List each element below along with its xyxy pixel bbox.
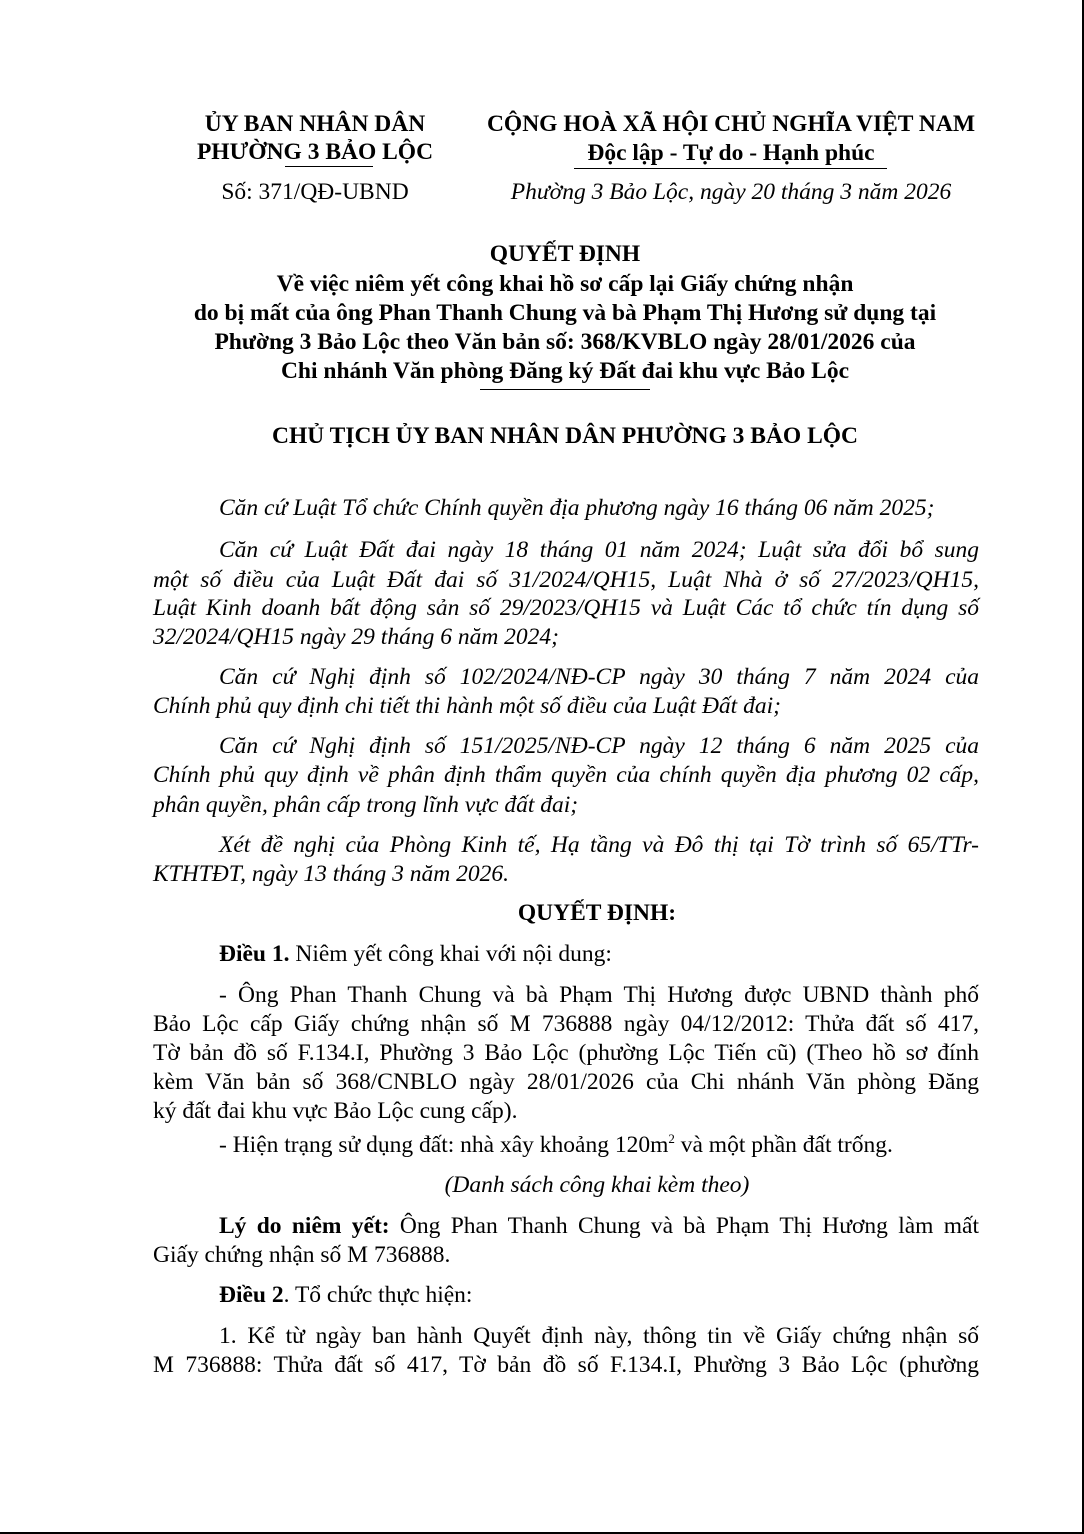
title-underline	[480, 389, 650, 390]
agency-name-line1: ỦY BAN NHÂN DÂN	[204, 111, 426, 137]
agency-underline	[285, 166, 373, 167]
land-status-text: - Hiện trạng sử dụng đất: nhà xây khoảng 120m	[219, 1132, 669, 1158]
attached-list-note: (Danh sách công khai kèm theo)	[444, 1172, 750, 1198]
legal-basis-4-line2: Chính phủ quy định về phân định thẩm quyền của chính quyền địa phương 02 cấp,	[153, 762, 979, 788]
legal-basis-2-line4: 32/2024/QH15 ngày 29 tháng 6 năm 2024;	[153, 624, 560, 650]
document-number: Số: 371/QĐ-UBND	[221, 179, 409, 205]
national-motto: Độc lập - Tự do - Hạnh phúc	[587, 140, 875, 166]
title-line-1: Về việc niêm yết công khai hồ sơ cấp lại Giấy chứng nhận	[276, 271, 854, 297]
legal-basis-2-line1: Căn cứ Luật Đất đai ngày 18 tháng 01 năm 2024; Luật sửa đổi bổ sung	[219, 537, 979, 563]
article-1-intro: Niêm yết công khai với nội dung:	[289, 941, 612, 967]
legal-basis-5-line1: Xét đề nghị của Phòng Kinh tế, Hạ tầng và Đô thị tại Tờ trình số 65/TTr-	[219, 832, 979, 858]
article-2-heading	[219, 1281, 472, 1310]
issuing-authority: CHỦ TỊCH ỦY BAN NHÂN DÂN PHƯỜNG 3 BẢO LỘC	[272, 423, 858, 449]
title-line-4: Chi nhánh Văn phòng Đăng ký Đất đai khu vực Bảo Lộc	[280, 358, 850, 384]
reason-line1	[219, 1212, 979, 1241]
legal-basis-3-line2: Chính phủ quy định chi tiết thi hành một số điều của Luật Đất đai;	[153, 693, 781, 719]
legal-basis-4-line3: phân quyền, phân cấp trong lĩnh vực đất đai;	[153, 792, 579, 818]
article-1-item1-line3: Tờ bản đồ số F.134.I, Phường 3 Bảo Lộc (phường Lộc Tiến cũ) (Theo hồ sơ đính	[153, 1040, 979, 1066]
reason-line2: Giấy chứng nhận số M 736888.	[153, 1242, 451, 1268]
article-2-label: Điều 2	[219, 1282, 284, 1308]
legal-basis-2-line3: Luật Kinh doanh bất động sản số 29/2023/QH15 và Luật Các tổ chức tín dụng số	[153, 595, 979, 621]
article-2-intro: . Tổ chức thực hiện:	[283, 1282, 473, 1308]
title-line-3: Phường 3 Bảo Lộc theo Văn bản số: 368/KVBLO ngày 28/01/2026 của	[214, 329, 916, 355]
title-line-2: do bị mất của ông Phan Thanh Chung và bà Phạm Thị Hương sử dụng tại	[193, 300, 937, 326]
document-type-heading: QUYẾT ĐỊNH	[489, 241, 641, 267]
article-1-item1-line1: - Ông Phan Thanh Chung và bà Phạm Thị Hương được UBND thành phố	[219, 982, 979, 1008]
reason-label: Lý do niêm yết:	[219, 1213, 390, 1239]
reason-text: Ông Phan Thanh Chung và bà Phạm Thị Hương làm mất	[389, 1213, 980, 1239]
article-1-item1-line4: kèm Văn bản số 368/CNBLO ngày 28/01/2026 của Chi nhánh Văn phòng Đăng	[153, 1069, 979, 1095]
article-1-item2	[219, 1131, 893, 1160]
article-2-item1-line1: 1. Kể từ ngày ban hành Quyết định này, thông tin về Giấy chứng nhận số	[219, 1323, 979, 1349]
legal-basis-2-line2: một số điều của Luật Đất đai số 31/2024/QH15, Luật Nhà ở số 27/2023/QH15,	[153, 567, 979, 593]
legal-basis-3-line1: Căn cứ Nghị định số 102/2024/NĐ-CP ngày 30 tháng 7 năm 2024 của	[219, 664, 979, 690]
legal-basis-5-line2: KTHTĐT, ngày 13 tháng 3 năm 2026.	[153, 861, 510, 887]
unit-superscript: 2	[668, 1131, 675, 1147]
article-1-label: Điều 1.	[219, 941, 290, 967]
article-2-item1-line2: M 736888: Thửa đất số 417, Tờ bản đồ số F.134.I, Phường 3 Bảo Lộc (phường	[153, 1352, 979, 1378]
place-and-date: Phường 3 Bảo Lộc, ngày 20 tháng 3 năm 2026	[510, 179, 952, 205]
national-title: CỘNG HOÀ XÃ HỘI CHỦ NGHĨA VIỆT NAM	[486, 111, 976, 137]
land-status-tail: và một phần đất trống.	[674, 1132, 893, 1158]
legal-basis-4-line1: Căn cứ Nghị định số 151/2025/NĐ-CP ngày 12 tháng 6 năm 2025 của	[219, 733, 979, 759]
article-1-item1-line5: ký đất đai khu vực Bảo Lộc cung cấp).	[153, 1098, 518, 1124]
article-1-item1-line2: Bảo Lộc cấp Giấy chứng nhận số M 736888 ngày 04/12/2012: Thửa đất số 417,	[153, 1011, 979, 1037]
legal-basis-1: Căn cứ Luật Tổ chức Chính quyền địa phương ngày 16 tháng 06 năm 2025;	[219, 495, 935, 521]
decision-heading: QUYẾT ĐỊNH:	[517, 900, 677, 926]
motto-underline	[574, 168, 887, 169]
agency-name-line2: PHƯỜNG 3 BẢO LỘC	[196, 139, 434, 165]
article-1-heading	[219, 940, 612, 969]
